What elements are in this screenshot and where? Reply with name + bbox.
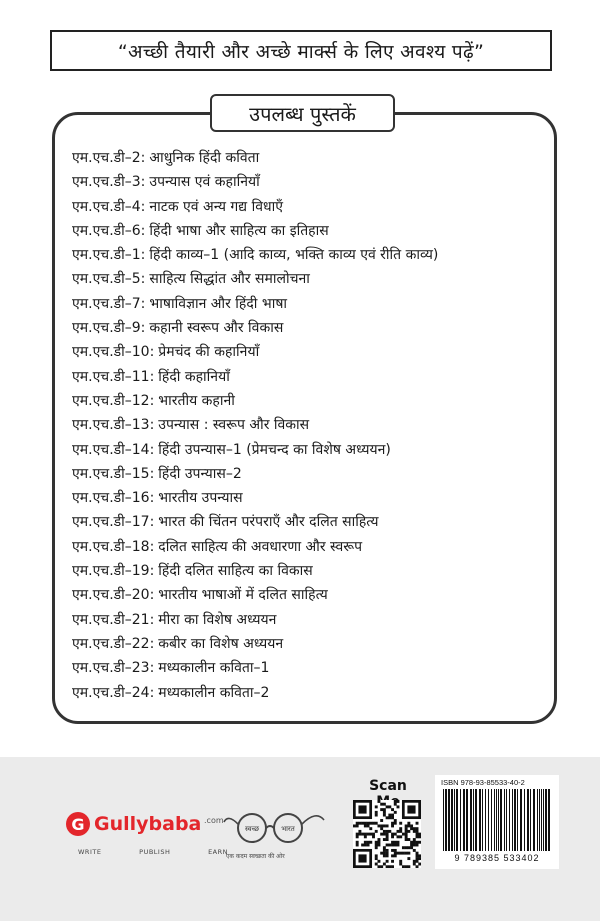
tagline-banner: “अच्छी तैयारी और अच्छे मार्क्स के लिए अवश्य पढ़ें” xyxy=(50,30,552,71)
book-list-item xyxy=(72,681,542,705)
book-list-item xyxy=(72,389,542,413)
panel-title: उपलब्ध पुस्तकें xyxy=(210,94,395,132)
book-list-item xyxy=(72,632,542,656)
book-list-item xyxy=(72,316,542,340)
book-title: नाटक एवं अन्य गद्य विधाएँ xyxy=(149,198,283,215)
book-title: हिंदी भाषा और साहित्य का इतिहास xyxy=(149,222,329,239)
book-title: मध्यकालीन कविता–2 xyxy=(158,684,270,701)
swachh-left-text: स्वच्छ xyxy=(244,825,260,833)
book-title: साहित्य सिद्धांत और समालोचना xyxy=(149,271,310,288)
book-code: एम.एच.डी–22: xyxy=(72,635,155,652)
barcode-icon xyxy=(441,789,553,851)
book-title: उपन्यास : स्वरूप और विकास xyxy=(158,417,310,434)
book-title: भारतीय कहानी xyxy=(158,392,235,409)
book-code: एम.एच.डी–18: xyxy=(72,538,155,555)
book-code: एम.एच.डी–12: xyxy=(72,392,155,409)
swachh-glasses-icon xyxy=(220,800,330,852)
book-title: आधुनिक हिंदी कविता xyxy=(149,150,260,166)
book-list-item xyxy=(72,438,542,462)
book-list-item xyxy=(72,292,542,316)
book-list-item xyxy=(72,146,542,170)
book-code: एम.एच.डी–3: xyxy=(72,174,146,191)
book-code: एम.एच.डी–4: xyxy=(72,198,146,215)
book-code: एम.एच.डी–13: xyxy=(72,417,155,434)
book-list xyxy=(72,146,542,705)
scan-me-label: Scan xyxy=(369,778,407,794)
book-code: एम.एच.डी–5: xyxy=(72,271,146,288)
book-code: एम.एच.डी–23: xyxy=(72,660,155,677)
barcode-number: 9 789385 533402 xyxy=(454,853,540,863)
book-title: कहानी स्वरूप और विकास xyxy=(149,320,284,337)
qr-code-graphic xyxy=(353,800,421,868)
gullybaba-wordmark: Gullybaba xyxy=(94,813,202,835)
book-title: भाषाविज्ञान और हिंदी भाषा xyxy=(149,295,288,312)
gullybaba-mark-icon: G xyxy=(66,812,90,836)
book-list-item xyxy=(72,583,542,607)
book-list-item xyxy=(72,535,542,559)
book-title: हिंदी कहानियाँ xyxy=(158,368,230,385)
book-code: एम.एच.डी–11: xyxy=(72,368,155,385)
book-code: एम.एच.डी–24: xyxy=(72,684,155,701)
book-list-item xyxy=(72,608,542,632)
book-title: मध्यकालीन कविता–1 xyxy=(158,660,270,677)
book-title: उपन्यास एवं कहानियाँ xyxy=(149,174,260,191)
isbn-barcode xyxy=(435,775,559,869)
swachh-right-text: भारत xyxy=(281,825,295,833)
book-title: हिंदी उपन्यास–1 (प्रेमचन्द का विशेष अध्ययन) xyxy=(158,441,391,458)
book-code: एम.एच.डी–15: xyxy=(72,465,155,482)
book-list-item xyxy=(72,170,542,194)
book-title: प्रेमचंद की कहानियाँ xyxy=(158,344,260,361)
book-title: हिंदी उपन्यास–2 xyxy=(158,465,242,482)
swachh-slogan: एक कदम स्वच्छता की ओर xyxy=(226,853,285,860)
book-list-item xyxy=(72,365,542,389)
book-title: हिंदी काव्य–1 (आदि काव्य, भक्ति काव्य एवं रीति काव्य) xyxy=(149,247,439,264)
book-list-item xyxy=(72,243,542,267)
book-code: एम.एच.डी–16: xyxy=(72,490,155,507)
gullybaba-domain: .com xyxy=(204,816,224,825)
book-code: एम.एच.डी–1: xyxy=(72,247,146,264)
qr-code-icon[interactable] xyxy=(353,800,421,868)
book-code: एम.एच.डी–17: xyxy=(72,514,155,531)
tag-earn: EARN xyxy=(208,848,228,856)
tag-write: WRITE xyxy=(78,848,102,856)
book-list-item xyxy=(72,340,542,364)
gullybaba-logo xyxy=(66,812,236,862)
book-code: एम.एच.डी–20: xyxy=(72,587,155,604)
book-code: एम.एच.डी–6: xyxy=(72,222,146,239)
book-list-item xyxy=(72,413,542,437)
book-list-item xyxy=(72,195,542,219)
book-title: भारतीय उपन्यास xyxy=(158,490,243,507)
book-code: एम.एच.डी–14: xyxy=(72,441,155,458)
book-list-item xyxy=(72,462,542,486)
book-title: हिंदी दलित साहित्य का विकास xyxy=(158,563,313,580)
book-code: एम.एच.डी–7: xyxy=(72,295,146,312)
book-list-item xyxy=(72,559,542,583)
isbn-text: ISBN 978-93-85533-40-2 xyxy=(441,778,525,787)
book-title: भारतीय भाषाओं में दलित साहित्य xyxy=(158,587,328,604)
book-list-item xyxy=(72,219,542,243)
book-code: एम.एच.डी–10: xyxy=(72,344,155,361)
book-code: एम.एच.डी–21: xyxy=(72,611,155,628)
book-title: दलित साहित्य की अवधारणा और स्वरूप xyxy=(158,538,363,555)
book-title: भारत की चिंतन परंपराएँ और दलित साहित्य xyxy=(158,514,379,531)
book-title: मीरा का विशेष अध्ययन xyxy=(158,611,277,628)
book-code: एम.एच.डी–9: xyxy=(72,320,146,337)
book-list-item xyxy=(72,267,542,291)
book-list-item xyxy=(72,656,542,680)
book-list-item xyxy=(72,510,542,534)
book-code: एम.एच.डी–19: xyxy=(72,563,155,580)
gullybaba-taglines xyxy=(78,848,228,856)
swachh-bharat-logo xyxy=(220,800,330,870)
book-title: कबीर का विशेष अध्ययन xyxy=(158,635,284,652)
book-list-item xyxy=(72,486,542,510)
book-code: एम.एच.डी–2: xyxy=(72,150,146,166)
tag-publish: PUBLISH xyxy=(139,848,171,856)
